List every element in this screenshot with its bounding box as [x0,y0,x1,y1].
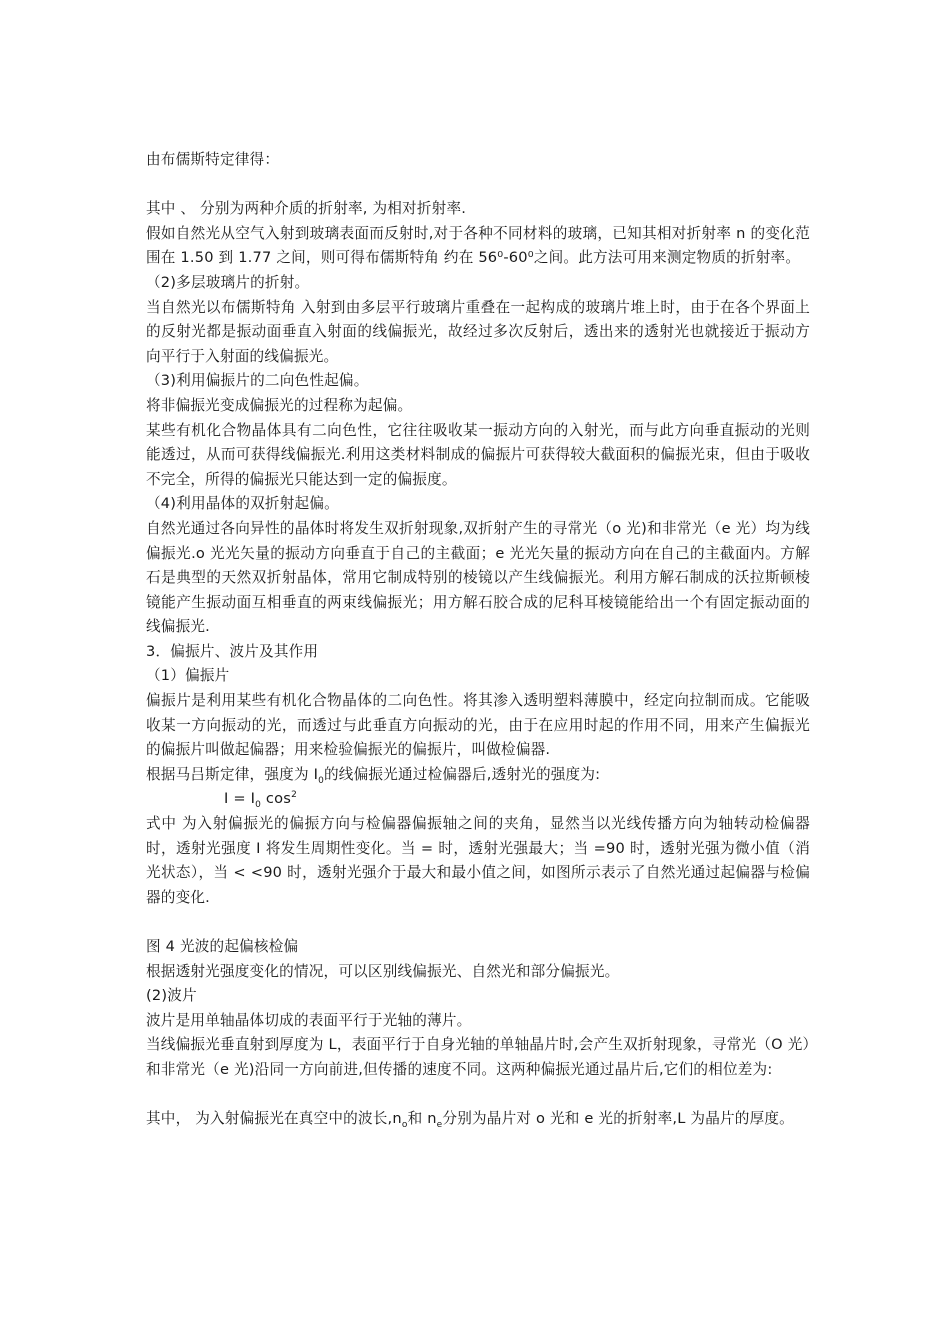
malus-text-2: 的线偏振光通过检偏器后,透射光的强度为: [324,765,601,783]
formula-superscript: 2 [291,790,297,801]
paragraph-distinguish-light: 根据透射光强度变化的情况，可以区别线偏振光、自然光和部分偏振光。 [146,962,620,980]
paragraph-phase-difference: 当线偏振光垂直射到厚度为 L，表面平行于自身光轴的单轴晶片时,会产生双折射现象，寻常光（O 光）和非常光（e 光)沿同一方向前进,但传播的速度不同。这两种偏振光通过晶片后,它们的相位差为: [146,1036,810,1078]
heading-multilayer-glass: （2)多层玻璃片的折射。 [146,273,310,291]
heading-dichroism: （3)利用偏振片的二向色性起偏。 [146,372,369,390]
malus-subscript: 0 [318,775,325,786]
wavelength-subscript-o: o [401,1120,408,1131]
paragraph-malus-law [146,763,810,788]
paragraph-polarization-definition: 将非偏振光变成偏振光的过程称为起偏。 [146,396,413,414]
paragraph-polarizer: 偏振片是利用某些有机化合物晶体的二向色性。将其渗入透明塑料薄膜中，经定向拉制而成。它能吸收某一方向振动的光，而透过与此垂直方向振动的光，由于在应用时起的作用不同，用来产生偏振光的偏振片叫做起偏器；用来检验偏振光的偏振片，叫做检偏器. [146,692,810,759]
formula-subscript: 0 [255,800,262,811]
figure-placeholder [146,910,810,935]
paragraph-refractive-index-note: 其中 、 分别为两种介质的折射率, 为相对折射率. [146,200,467,218]
formula-placeholder-2 [146,1083,810,1108]
paragraph-malus-explanation: 式中 为入射偏振光的偏振方向与检偏器偏振轴之间的夹角，显然当以光线传播方向为轴转动检偏器时，透射光强度 I 将发生周期性变化。当 = 时，透射光强最大；当 =90 时，透射光强为微小值（消光状态），当 < <90 时，透射光强介于最大和最小值之间，如图所示表示了自然光通过起偏器与检偏器的变化. [146,815,810,906]
figure-caption: 图 4 光波的起偏核检偏 [146,938,299,955]
formula-malus [146,787,810,812]
heading-birefringence: （4)利用晶体的双折射起偏。 [146,495,339,513]
formula-placeholder [146,173,810,198]
wavelength-subscript-e: e [436,1120,443,1131]
formula-part-2: cos [261,790,292,808]
paragraph-brewster-law: 由布儒斯特定律得： [146,151,280,168]
heading-section-3: 3．偏振片、波片及其作用 [146,642,319,660]
formula-part-1: I = I [224,790,256,808]
paragraph-birefringence: 自然光通过各向异性的晶体时将发生双折射现象,双折射产生的寻常光（o 光)和非常光（e 光）均为线偏振光.o 光光矢量的振动方向垂直于自己的主截面；e 光光矢量的振动方向在自己的主截面内。方解石是典型的天然双折射晶体，常用它制成特别的棱镜以产生线偏振光。利用方解石制成的沃拉斯顿棱镜能产生振动面互相垂直的两束线偏振光；用方解石胶合成的尼科耳棱镜能给出一个有固定振动面的线偏振光. [146,519,810,636]
document-body [146,148,810,1132]
wavelength-text-3: 分别为晶片对 o 光和 e 光的折射率,L 为晶片的厚度。 [442,1110,794,1128]
malus-text-1: 根据马吕斯定律，强度为 I [146,765,319,783]
paragraph-dichroism: 某些有机化合物晶体具有二向色性，它往往吸收某一振动方向的入射光，而与此方向垂直振动的光则能透过，从而可获得线偏振光.利用这类材料制成的偏振片可获得较大截面积的偏振光束，但由于吸收不完全，所得的偏振光只能达到一定的偏振度。 [146,421,810,488]
paragraph-brewster-angle-range: 假如自然光从空气入射到玻璃表面而反射时,对于各种不同材料的玻璃，已知其相对折射率 n 的变化范围在 1.50 到 1.77 之间，则可得布儒斯特角 约在 56⁰-60⁰之间。此方法可用来测定物质的折射率。 [146,224,810,267]
paragraph-waveplate-definition: 波片是用单轴晶体切成的表面平行于光轴的薄片。 [146,1011,472,1029]
paragraph-wavelength-note [146,1107,810,1132]
wavelength-text-2: 和 n [407,1110,437,1128]
paragraph-multilayer-glass: 当自然光以布儒斯特角 入射到由多层平行玻璃片重叠在一起构成的玻璃片堆上时，由于在各个界面上的反射光都是振动面垂直入射面的线偏振光，故经过多次反射后，透出来的透射光也就接近于振动方向平行于入射面的线偏振光。 [146,298,810,365]
wavelength-text-1: 其中， 为入射偏振光在真空中的波长,n [146,1110,402,1128]
heading-polarizer: （1）偏振片 [146,667,230,685]
heading-waveplate: (2)波片 [146,987,197,1005]
